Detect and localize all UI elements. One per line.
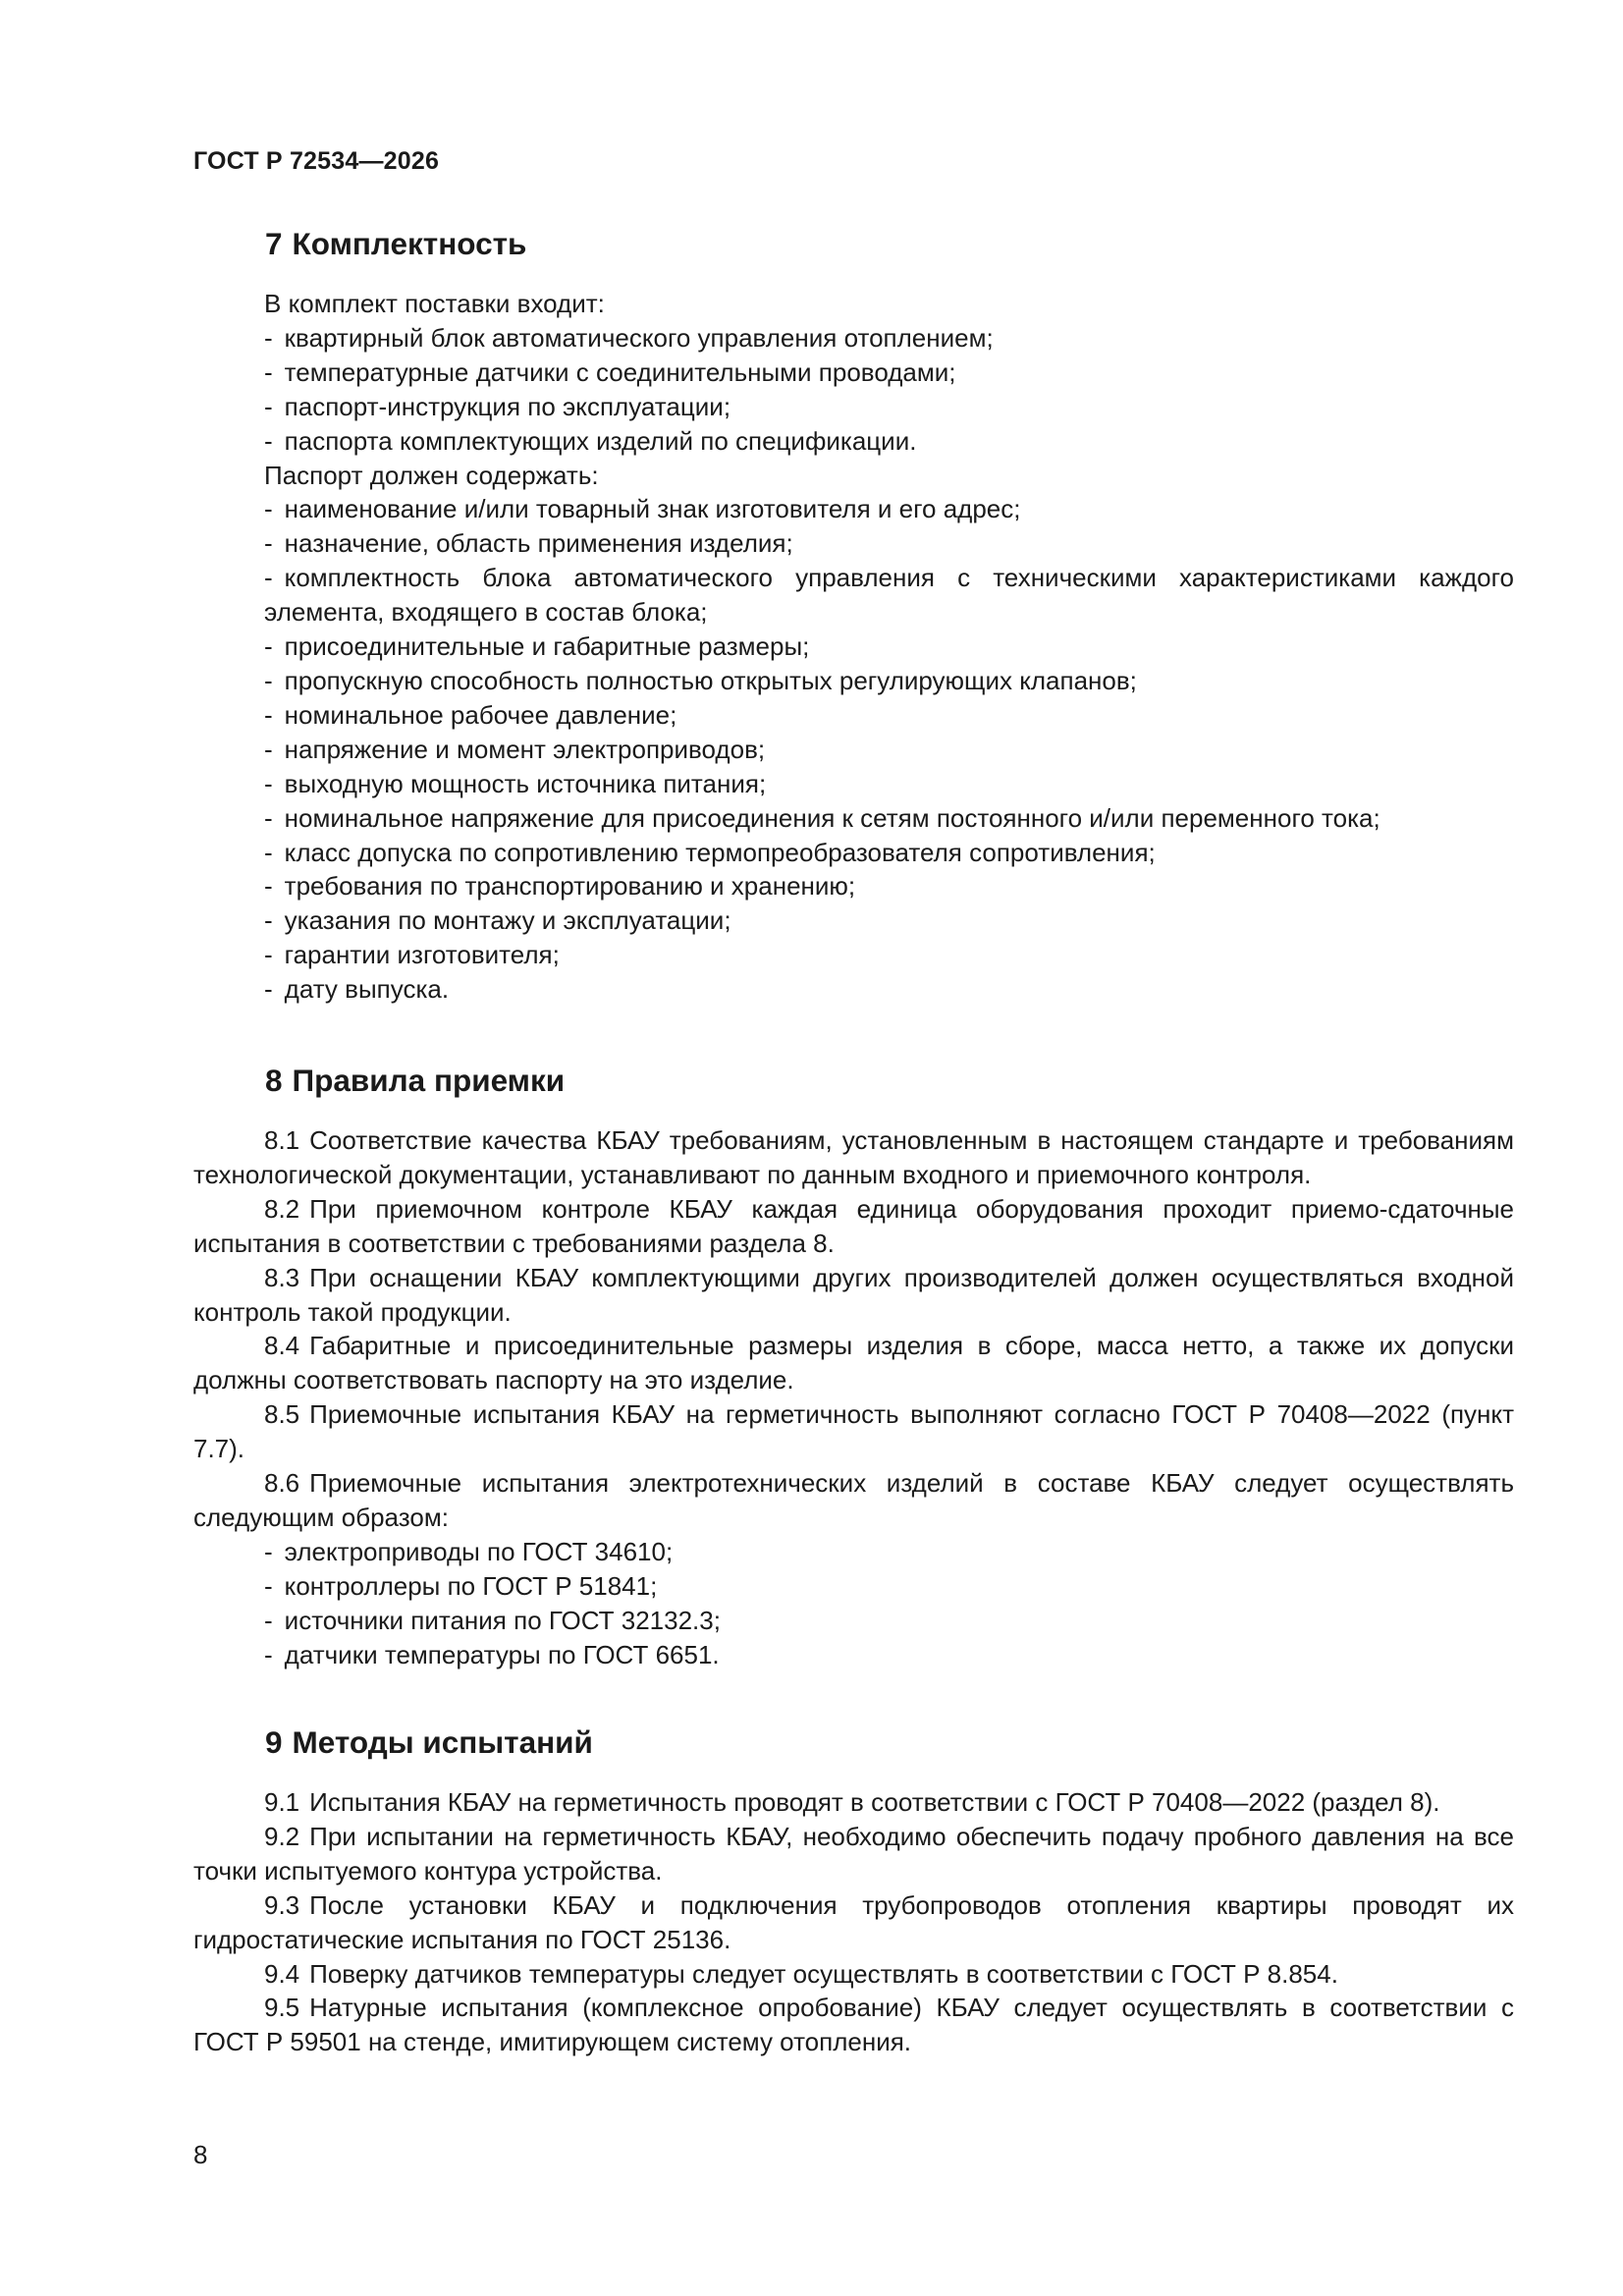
- section-number: 9: [265, 1724, 283, 1760]
- list-item: [193, 1535, 1514, 1569]
- list-item-text: гарантии изготовителя;: [284, 940, 560, 970]
- clause-number: 8.1: [264, 1125, 300, 1155]
- clause: [193, 1397, 1514, 1466]
- list-item-text: напряжение и момент электроприводов;: [284, 734, 766, 764]
- list-item-text: электроприводы по ГОСТ 34610;: [284, 1536, 674, 1566]
- section-heading: [193, 1721, 1514, 1764]
- list-item: [193, 972, 1514, 1007]
- dash-marker: -: [264, 528, 273, 559]
- dash-marker: -: [264, 768, 273, 798]
- section-number: 7: [265, 226, 283, 261]
- clause-text: Соответствие качества КБАУ требованиям, установленным в настоящем стандарте и требованиям технологической документации, устанавливают по данным входного и приемочного контроля.: [193, 1125, 1514, 1189]
- clause: [193, 1329, 1514, 1397]
- list-item: [193, 698, 1514, 733]
- list-item-text: дату выпуска.: [284, 974, 450, 1005]
- list-item-text: назначение, область применения изделия;: [284, 528, 793, 559]
- list-item-text: указания по монтажу и эксплуатации;: [284, 905, 731, 936]
- document-header: ГОСТ Р 72534—2026: [193, 147, 440, 175]
- list-item-text: номинальное рабочее давление;: [284, 699, 677, 730]
- section-heading: [193, 1059, 1514, 1102]
- clause-number: 8.6: [264, 1468, 300, 1499]
- clause-text: При приемочном контроле КБАУ каждая единица оборудования проходит приемо-сдаточные испытания в соответствии с требованиями раздела 8.: [193, 1193, 1514, 1258]
- clause-text: Приемочные испытания КБАУ на герметичность выполняют согласно ГОСТ Р 70408—2022 (пункт 7.7).: [193, 1399, 1514, 1464]
- dash-marker: -: [264, 494, 273, 524]
- dash-marker: -: [264, 665, 273, 695]
- section-title: Правила приемки: [292, 1063, 566, 1098]
- clause-text: После установки КБАУ и подключения трубопроводов отопления квартиры проводят их гидростатические испытания по ГОСТ 25136.: [193, 1889, 1514, 1954]
- section-number: 8: [265, 1063, 283, 1098]
- list-item-text: источники питания по ГОСТ 32132.3;: [284, 1605, 721, 1635]
- clause: [193, 1261, 1514, 1330]
- clause: [193, 1957, 1514, 1992]
- list-item: [193, 836, 1514, 870]
- dash-marker: -: [264, 1570, 273, 1601]
- clause-number: 9.4: [264, 1958, 300, 1989]
- clause-text: При оснащении КБАУ комплектующими других производителей должен осуществляться входной контроль такой продукции.: [193, 1262, 1514, 1327]
- list-item-text: требования по транспортированию и хранению;: [284, 871, 856, 902]
- list-item: [193, 733, 1514, 767]
- dash-marker: -: [264, 631, 273, 662]
- page-number: 8: [193, 2140, 208, 2169]
- section-9: [193, 1721, 1514, 2059]
- list-item: [193, 355, 1514, 390]
- dash-marker: -: [264, 974, 273, 1005]
- dash-marker: -: [264, 356, 273, 387]
- section-title: Методы испытаний: [292, 1724, 593, 1760]
- clause-number: 9.2: [264, 1821, 300, 1851]
- dash-marker: -: [264, 425, 273, 456]
- list-item-text: присоединительные и габаритные размеры;: [284, 631, 810, 662]
- list-item: [193, 903, 1514, 938]
- list-item: [193, 1569, 1514, 1604]
- clause-text: Приемочные испытания электротехнических изделий в составе КБАУ следует осуществлять следующим образом:: [193, 1468, 1514, 1532]
- clause: [193, 1785, 1514, 1820]
- list-item-text: наименование и/или товарный знак изготовителя и его адрес;: [284, 494, 1021, 524]
- dash-marker: -: [264, 837, 273, 867]
- dash-marker: -: [264, 1536, 273, 1566]
- section-8: [193, 1059, 1514, 1672]
- list-item: [193, 1604, 1514, 1638]
- clause-number: 8.4: [264, 1331, 300, 1361]
- clause-text: Габаритные и присоединительные размеры изделия в сборе, масса нетто, а также их допуски должны соответствовать паспорту на это изделие.: [193, 1331, 1514, 1395]
- list-item-text: паспорт-инструкция по эксплуатации;: [284, 391, 731, 421]
- section-7: [193, 222, 1514, 1007]
- clause-number: 8.2: [264, 1193, 300, 1224]
- list-item: [193, 1638, 1514, 1672]
- dash-marker: -: [264, 322, 273, 353]
- list-item-text: номинальное напряжение для присоединения к сетям постоянного и/или переменного тока;: [284, 802, 1380, 833]
- list-item-text: датчики температуры по ГОСТ 6651.: [284, 1639, 720, 1669]
- clause-text: Натурные испытания (комплексное опробование) КБАУ следует осуществлять в соответствии с ГОСТ Р 59501 на стенде, имитирующем систему отопления.: [193, 1993, 1514, 2057]
- list-item: [193, 526, 1514, 561]
- intro-line: В комплект поставки входит:: [264, 289, 605, 318]
- list-item: [193, 664, 1514, 698]
- list-item-text: класс допуска по сопротивлению термопреобразователя сопротивления;: [284, 837, 1156, 867]
- list-item-text: паспорта комплектующих изделий по спецификации.: [284, 425, 917, 456]
- clause-text: Поверку датчиков температуры следует осуществлять в соответствии с ГОСТ Р 8.854.: [309, 1958, 1338, 1989]
- dash-marker: -: [264, 940, 273, 970]
- list-item-text: пропускную способность полностью открытых регулирующих клапанов;: [284, 665, 1137, 695]
- list-item: [193, 390, 1514, 424]
- intro-line: Паспорт должен содержать:: [264, 460, 599, 490]
- clause-number: 9.3: [264, 1889, 300, 1920]
- dash-marker: -: [264, 563, 273, 593]
- clause: [193, 1192, 1514, 1261]
- dash-marker: -: [264, 734, 273, 764]
- clause: [193, 1820, 1514, 1888]
- clause-number: 8.3: [264, 1262, 300, 1292]
- clause-text: Испытания КБАУ на герметичность проводят в соответствии с ГОСТ Р 70408—2022 (раздел 8).: [309, 1787, 1440, 1817]
- clause-number: 8.5: [264, 1399, 300, 1430]
- clause: [193, 1123, 1514, 1192]
- dash-marker: -: [264, 802, 273, 833]
- clause: [193, 1466, 1514, 1535]
- dash-marker: -: [264, 699, 273, 730]
- list-item-text: температурные датчики с соединительными проводами;: [284, 356, 956, 387]
- dash-marker: -: [264, 905, 273, 936]
- list-item: [193, 492, 1514, 526]
- list-item: [193, 561, 1514, 629]
- clause-text: При испытании на герметичность КБАУ, необходимо обеспечить подачу пробного давления на все точки испытуемого контура устройства.: [193, 1821, 1514, 1886]
- dash-marker: -: [264, 1639, 273, 1669]
- list-item-text: комплектность блока автоматического управления с техническими характеристиками каждого элемента, входящего в состав блока;: [264, 563, 1514, 628]
- list-item: [193, 869, 1514, 903]
- list-item: [193, 629, 1514, 664]
- dash-marker: -: [264, 1605, 273, 1635]
- clause-number: 9.5: [264, 1993, 300, 2023]
- dash-marker: -: [264, 391, 273, 421]
- clause-number: 9.1: [264, 1787, 300, 1817]
- section-heading: [193, 222, 1514, 265]
- clause: [193, 1991, 1514, 2059]
- section-title: Комплектность: [292, 226, 527, 261]
- list-item-text: выходную мощность источника питания;: [284, 768, 767, 798]
- list-item: [193, 424, 1514, 459]
- list-item: [193, 767, 1514, 801]
- list-item-text: контроллеры по ГОСТ Р 51841;: [284, 1570, 658, 1601]
- clause: [193, 1888, 1514, 1957]
- list-item: [193, 801, 1514, 836]
- list-item: [193, 321, 1514, 355]
- list-item: [193, 938, 1514, 972]
- list-item-text: квартирный блок автоматического управления отоплением;: [284, 322, 994, 353]
- dash-marker: -: [264, 871, 273, 902]
